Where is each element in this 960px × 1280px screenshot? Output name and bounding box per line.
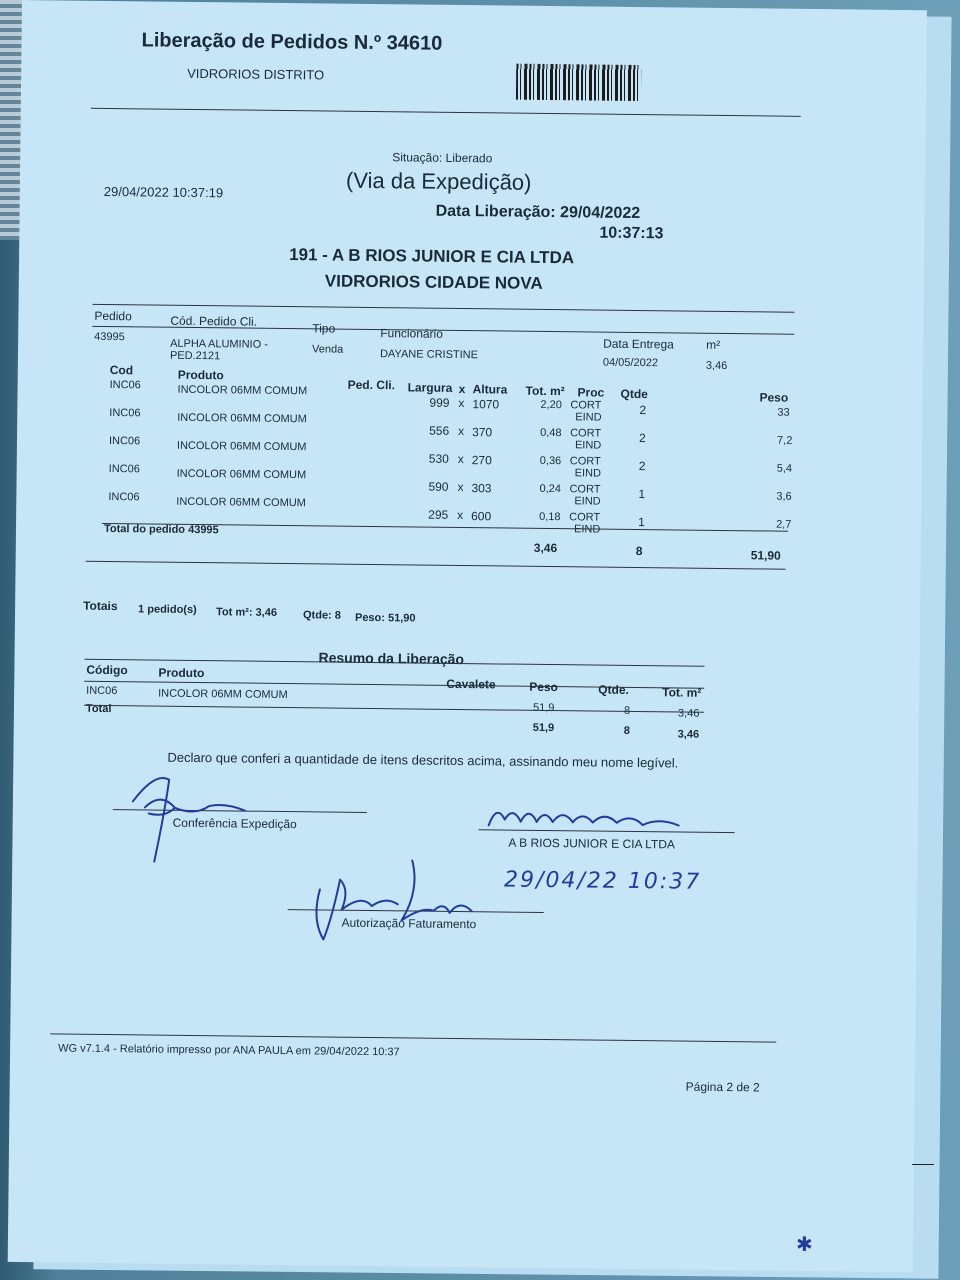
col-produto: Produto: [177, 367, 224, 383]
item-qtde: 2: [638, 459, 646, 474]
item-cod: INC06: [108, 435, 141, 448]
client-signature-label: A B RIOS JUNIOR E CIA LTDA: [508, 835, 676, 852]
item-proc1: CORT: [569, 483, 601, 496]
autorizacao-label: Autorização Faturamento: [341, 915, 477, 932]
col-proc: Proc: [577, 385, 605, 400]
totals-m2: Tot m²: 3,46: [215, 606, 278, 619]
item-altura: 1070: [472, 397, 500, 412]
summary-col-peso: Peso: [529, 679, 559, 695]
item-cod: INC06: [108, 491, 140, 504]
order-total-qtde: 8: [635, 543, 643, 559]
item-proc1: CORT: [569, 511, 601, 524]
signature-conferencia: [124, 761, 265, 873]
item-produto: INCOLOR 06MM COMUM: [177, 411, 307, 426]
col-x: x: [458, 381, 466, 397]
item-proc1: CORT: [570, 399, 602, 412]
item-cod: INC06: [108, 463, 140, 476]
item-proc2: EIND: [575, 411, 602, 424]
order-m2: 3,46: [705, 359, 728, 373]
col-cod: Cod: [109, 363, 134, 378]
signature-client: [483, 795, 693, 837]
item-cod: INC06: [109, 379, 141, 392]
item-cod: INC06: [109, 407, 141, 420]
totals-peso: Peso: 51,90: [354, 611, 416, 625]
item-x: x: [458, 423, 465, 439]
col-ped-cli: Ped. Cli.: [347, 377, 396, 393]
col-cod-pedido-cli: Cód. Pedido Cli.: [170, 313, 258, 329]
footer-page: Página 2 de 2: [685, 1079, 760, 1095]
col-m2: m²: [706, 337, 721, 352]
item-altura: 370: [472, 425, 493, 440]
item-proc1: CORT: [570, 427, 602, 440]
item-x: x: [457, 451, 464, 467]
footer-printed-by: WG v7.1.4 - Relatório impresso por ANA PAULA em 29/04/2022 10:37: [58, 1042, 400, 1059]
release-time: 10:37:13: [599, 224, 664, 243]
item-qtde: 2: [639, 403, 647, 418]
situation-status: Situação: Liberado: [392, 150, 493, 166]
summary-row-qtde: 8: [623, 704, 631, 717]
item-peso: 7,2: [776, 434, 793, 447]
header-divider: [91, 108, 801, 117]
item-x: x: [457, 507, 464, 523]
summary-row-tot-m2: 3,46: [677, 707, 700, 720]
item-qtde: 1: [638, 487, 646, 502]
declaration-text: Declaro que conferi a quantidade de itens descritos acima, assinando meu nome legível.: [167, 749, 679, 771]
item-produto: INCOLOR 06MM COMUM: [177, 383, 308, 398]
col-data-entrega: Data Entrega: [603, 336, 674, 352]
summary-total-peso: 51,9: [532, 721, 555, 735]
handwritten-date: 29/04/22 10:37: [503, 867, 702, 895]
item-peso: 2,7: [776, 518, 792, 531]
col-peso: Peso: [759, 390, 789, 405]
totals-label: Totais: [83, 598, 118, 614]
order-top-divider: [93, 304, 795, 313]
col-tipo: Tipo: [312, 321, 336, 336]
item-altura: 600: [471, 509, 492, 524]
pen-mark: ✱: [796, 1232, 813, 1256]
col-funcionario: Funcionário: [380, 326, 444, 341]
item-tot: 2,20: [540, 398, 562, 412]
col-largura: Largura: [407, 380, 453, 395]
item-proc2: EIND: [574, 467, 602, 480]
order-cod-cli-1: ALPHA ALUMINIO -: [170, 337, 268, 351]
via-label: (Via da Expedição): [345, 167, 532, 195]
edge-mark: [912, 1164, 934, 1165]
item-proc2: EIND: [574, 495, 601, 508]
col-qtde: Qtde: [620, 386, 648, 402]
item-tot: 0,36: [539, 454, 562, 468]
item-altura: 303: [471, 481, 492, 496]
item-produto: INCOLOR 06MM COMUM: [176, 439, 307, 454]
item-peso: 5,4: [776, 462, 793, 475]
document-title: Liberação de Pedidos N.º 34610: [141, 29, 443, 55]
item-qtde: 1: [638, 515, 645, 530]
order-total-label: Total do pedido 43995: [103, 522, 219, 537]
order-funcionario: DAYANE CRISTINE: [379, 348, 479, 362]
barcode-image: [516, 64, 641, 101]
item-tot: 0,24: [539, 482, 561, 496]
order-tipo: Venda: [311, 343, 344, 356]
signature-autorizacao: [301, 849, 482, 951]
client-sub: VIDRORIOS CIDADE NOVA: [324, 271, 543, 293]
col-pedido: Pedido: [94, 308, 132, 324]
order-data-entrega: 04/05/2022: [602, 356, 659, 370]
item-proc2: EIND: [574, 439, 602, 452]
summary-col-produto: Produto: [158, 665, 205, 681]
item-peso: 33: [777, 406, 790, 419]
item-qtde: 2: [638, 431, 646, 446]
item-largura: 556: [429, 423, 450, 438]
item-proc2: EIND: [573, 523, 601, 536]
footer-divider: [50, 1033, 776, 1042]
item-produto: INCOLOR 06MM COMUM: [176, 467, 307, 482]
totals-pedidos: 1 pedido(s): [138, 603, 197, 617]
item-tot: 0,48: [540, 426, 562, 440]
summary-row-codigo: INC06: [86, 684, 118, 698]
item-largura: 295: [428, 507, 449, 522]
release-date: Data Liberação: 29/04/2022: [435, 202, 641, 223]
col-altura: Altura: [472, 382, 508, 397]
summary-col-codigo: Código: [86, 662, 128, 678]
summary-col-qtde: Qtde.: [598, 682, 629, 697]
order-bottom-divider: [86, 561, 786, 570]
col-tot-m2: Tot. m²: [525, 383, 565, 399]
item-largura: 530: [428, 451, 449, 466]
order-total-m2: 3,46: [533, 540, 558, 556]
item-x: x: [457, 479, 464, 495]
summary-col-cavalete: Cavalete: [446, 676, 496, 692]
item-x: x: [458, 395, 465, 411]
totals-qtde: Qtde: 8: [302, 609, 342, 622]
order-cod-cli-2: PED.2121: [169, 349, 221, 363]
item-altura: 270: [471, 453, 492, 468]
document-sheet: [8, 0, 927, 1272]
summary-row-peso: 51,9: [532, 701, 555, 715]
item-peso: 3,6: [776, 490, 792, 503]
order-total-peso: 51,90: [750, 548, 781, 563]
summary-total-qtde: 8: [623, 724, 630, 737]
conferencia-label: Conferência Expedição: [172, 815, 297, 832]
item-produto: INCOLOR 06MM COMUM: [176, 495, 306, 510]
item-tot: 0,18: [539, 510, 561, 524]
summary-row-produto: INCOLOR 06MM COMUM: [158, 687, 288, 702]
summary-total-label: Total: [85, 702, 112, 716]
company-name: VIDRORIOS DISTRITO: [187, 65, 325, 83]
client-line: 191 - A B RIOS JUNIOR E CIA LTDA: [289, 245, 575, 268]
item-proc1: CORT: [569, 455, 601, 468]
order-pedido: 43995: [94, 330, 125, 344]
print-datetime: 29/04/2022 10:37:19: [103, 183, 224, 201]
summary-total-tot-m2: 3,46: [677, 728, 700, 741]
summary-col-tot-m2: Tot. m²: [662, 685, 702, 700]
summary-title: Resumo da Liberação: [318, 649, 465, 668]
item-largura: 999: [429, 395, 450, 410]
item-largura: 590: [428, 479, 449, 494]
